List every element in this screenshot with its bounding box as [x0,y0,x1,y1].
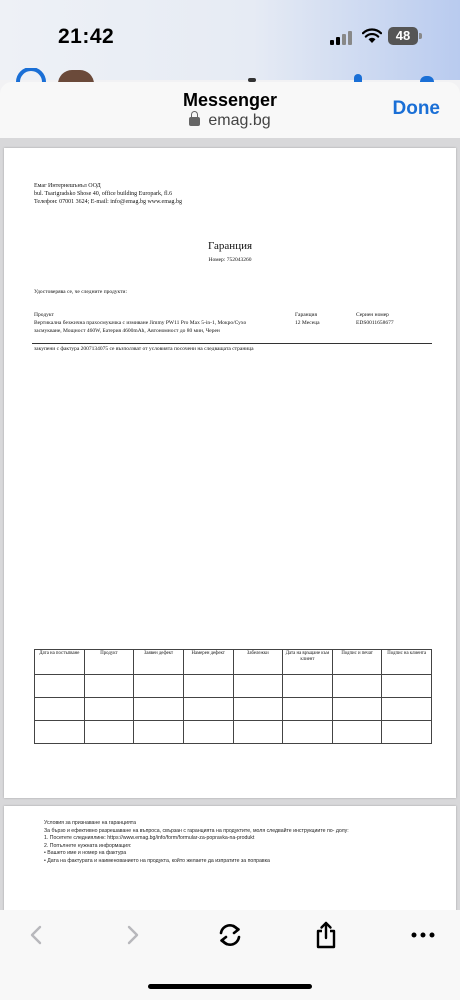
divider [32,343,432,344]
warranty-conditions [44,820,349,866]
warranty-period: 12 Месеца [295,320,320,326]
table-cell [183,721,233,744]
company-contact: Телефон: 07001 3624; E-mail: info@emag.bg www.emag.bg [34,199,183,205]
table-cell [84,698,134,721]
table-cell [382,721,432,744]
service-log-table [34,649,432,744]
table-header: Заявен дефект [134,650,184,675]
table-header: Забележки [233,650,283,675]
chevron-right-icon [126,925,140,945]
conditions-line: 2. Попълнете нужната информация: [44,842,132,849]
pdf-viewer[interactable] [0,138,460,910]
status-bar [0,0,460,80]
conditions-line: • Дата на фактурата и наименованието на продукта, който желаете да изпратите за поправка [44,857,270,864]
product-name-line: засмукване, Мощност 460W, Батерия 4600mAh, Автономност до 80 мин, Черен [34,328,220,334]
url-bar[interactable] [0,112,460,130]
table-cell [84,721,134,744]
behind-mark [354,74,362,82]
table-cell [183,675,233,698]
table-cell [35,698,85,721]
company-info [34,182,182,206]
product-name [34,319,290,335]
back-button[interactable] [16,916,56,954]
forward-button[interactable] [113,916,153,954]
table-header: Дата на постъпване [35,650,85,675]
table-cell [233,698,283,721]
company-address: bul. Tsarigradsko Shose 40, office building Europark, fl.6 [34,191,173,197]
battery-tip [419,33,422,39]
table-header: Продукт [84,650,134,675]
column-serial: Сериен номер [356,312,389,318]
app-title: Messenger [182,90,278,110]
done-button[interactable]: Done [392,98,440,119]
table-cell [134,721,184,744]
table-header: Намерен дефект [183,650,233,675]
conditions-line: 1. Посетете следниялинк: https://www.emag.bg/info/form/formular-za-popravka-na-produkt [44,835,255,842]
table-cell [84,675,134,698]
browser-header [0,82,460,138]
table-cell [332,675,382,698]
conditions-title: Условия за признаване на гаранцията [44,820,136,826]
status-time: 21:42 [58,25,115,48]
table-cell [382,698,432,721]
reload-icon [217,922,243,948]
table-cell [283,698,333,721]
table-cell [233,675,283,698]
lock-icon [189,117,200,126]
table-row [35,675,432,698]
table-cell [283,721,333,744]
wifi-icon [362,28,382,44]
table-cell [382,675,432,698]
cellular-signal-icon [330,30,354,45]
share-icon [315,921,337,949]
conditions-line: • Вашето име и номер на фактура [44,850,127,857]
serial-number: EDS0011658677 [356,320,394,326]
more-button[interactable] [403,916,443,954]
table-cell [332,698,382,721]
chevron-left-icon [29,925,43,945]
home-indicator [148,984,312,989]
table-row [35,721,432,744]
share-button[interactable] [306,916,346,954]
table-cell [183,698,233,721]
product-name-line: Вертикална безжична прахосмукачка с измиване Jimmy PW11 Pro Max 5-in-1, Мокро/Сухо [34,320,247,326]
table-cell [332,721,382,744]
table-header-row [35,650,432,675]
table-cell [283,675,333,698]
reload-button[interactable] [210,916,250,954]
url-text: emag.bg [208,112,271,129]
table-header: Подпис на клиента [382,650,432,675]
table-cell [35,721,85,744]
pdf-page-2 [4,806,456,910]
invoice-note: закупени с фактура 2007134075 се възползват от условията посочени на следващата страница [34,346,254,352]
table-cell [134,675,184,698]
column-warranty: Гаранция [295,312,318,318]
back-arrow-icon [14,68,48,82]
column-product: Продукт [34,312,54,318]
more-icon [411,932,435,938]
table-cell [134,698,184,721]
table-header: Дата на връщане към клиент [283,650,333,675]
table-row [35,698,432,721]
battery-icon: 48 [388,27,418,45]
table-header: Подпис и печат [332,650,382,675]
document-number: Номер: 752043260 [208,257,252,263]
certify-text: Удостоверява се, че следните продукти: [34,289,128,295]
conditions-line: За бързо и ефективно разрешаване на въпроса, свързан с гаранцията на продуктите, моля следвайте инструкциите по- долу: [44,827,349,834]
table-cell [35,675,85,698]
document-title: Гаранция [207,240,253,252]
company-name: Емаг Интернешънъл ООД [34,183,101,189]
pdf-page-1 [4,148,456,798]
table-cell [233,721,283,744]
